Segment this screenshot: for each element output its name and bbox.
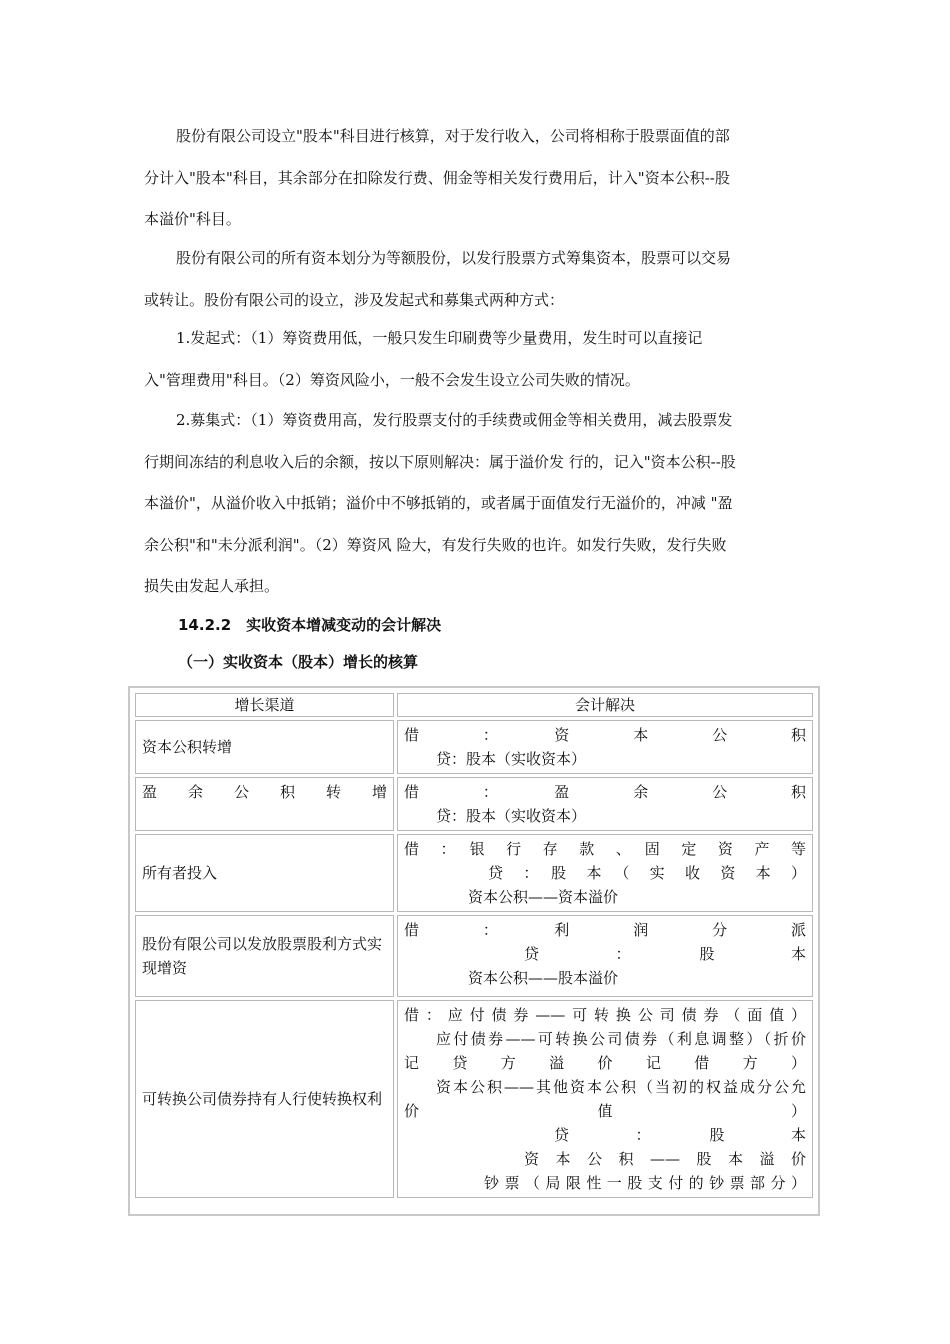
entry-line: 贷：股本（实收资本） [436,750,587,768]
subsection-heading: （一）实收资本（股本）增长的核算 [178,653,419,671]
text-line: 本溢价"科目。 [144,210,241,228]
entry-cell [397,1000,813,1198]
text-line: 损失由发起人承担。 [144,577,280,595]
text-line: 行期间冻结的利息收入后的余额，按以下原则解决：属于溢价发 行的，记入"资本公积--股 [144,452,736,471]
table-row [135,1000,813,1198]
entry-line: 记 贷 方 溢 价 记 借 方 ） [404,1054,806,1072]
channel-cell: 所有者投入 [135,834,394,912]
channel-text: 盈 余 公 积 转 增 [142,783,387,801]
entry-line: 借 ： 资 本 公 积 [404,726,806,744]
text-line: 股份有限公司的所有资本划分为等额股份，以发行股票方式筹集资本，股票可以交易 [176,249,732,267]
capital-increase-table [128,686,820,1216]
paragraph-share-capital [144,116,808,241]
table-header-row [135,693,813,717]
text-line: 或转让。股份有限公司的设立，涉及发起式和募集式两种方式： [144,290,565,309]
entry-line: 资本公积——股本溢价 [468,969,619,987]
entry-cell [397,915,813,997]
text-line: 股份有限公司设立"股本"科目进行核算，对于发行收入，公司将相称于股票面值的部 [176,127,730,145]
header-accounting: 会计解决 [397,693,813,717]
channel-cell: 资本公积转增 [135,720,394,774]
entry-line: 贷 ： 股 本 [524,945,806,963]
text-line: 入"管理费用"科目。（2）筹资风险小，一般不会发生设立公司失败的情况。 [144,370,640,389]
table-row [135,777,813,831]
paragraph-company-capital [144,238,808,321]
text-line: 2.募集式：（1）筹资费用高，发行股票支付的手续费或佣金等相关费用，减去股票发 [176,411,733,429]
entry-line: 价 值 ） [404,1102,806,1120]
entry-line: 贷 ： 股 本 （ 实 收 资 本 ） [488,864,806,882]
paragraph-promotion-method [144,318,808,401]
entry-line: 应付债券——可转换公司债券（利息调整）（折价 [436,1030,806,1048]
entry-line: 借 ： 银 行 存 款 、 固 定 资 产 等 [404,840,806,858]
entry-line: 借：应付债券——可转换公司债券（面值） [404,1006,806,1024]
entry-cell [397,834,813,912]
entry-line: 借 ： 盈 余 公 积 [404,783,806,801]
text-line: 分计入"股本"科目，其余部分在扣除发行费、佣金等相关发行费用后，计入"资本公积--股 [144,168,730,187]
entry-line: 钞票（局限性一股支付的钞票部分） [484,1174,806,1192]
section-heading: 14.2.2 实收资本增减变动的会计解决 [178,616,442,634]
text-line: 余公积"和"未分派利润"。（2）筹资风 险大，有发行失败的也许。如发行失败，发行失败 [144,535,727,554]
entry-line: 贷：股本（实收资本） [436,807,587,825]
channel-cell: 股份有限公司以发放股票股利方式实现增资 [135,915,394,997]
entry-cell [397,720,813,774]
entry-line: 贷 ： 股 本 [554,1126,806,1144]
entry-line: 借 ： 利 润 分 派 [404,921,806,939]
entry-line: 资本公积——资本溢价 [468,888,619,906]
accounting-table [132,690,816,1201]
text-line: 1.发起式：（1）筹资费用低，一般只发生印刷费等少量费用，发生时可以直接记 [176,329,703,347]
table-row [135,834,813,912]
header-channel: 增长渠道 [135,693,394,717]
channel-cell [135,777,394,831]
table-row [135,720,813,774]
entry-cell [397,777,813,831]
table-row [135,915,813,997]
paragraph-raising-method [144,400,808,608]
text-line: 本溢价"，从溢价收入中抵销；溢价中不够抵销的，或者属于面值发行无溢价的，冲减 "盈 [144,494,733,512]
channel-cell: 可转换公司债券持有人行使转换权利 [135,1000,394,1198]
entry-line: 资 本 公 积 —— 股 本 溢 价 [524,1150,806,1168]
entry-line: 资本公积——其他资本公积（当初的权益成分公允 [436,1078,806,1096]
